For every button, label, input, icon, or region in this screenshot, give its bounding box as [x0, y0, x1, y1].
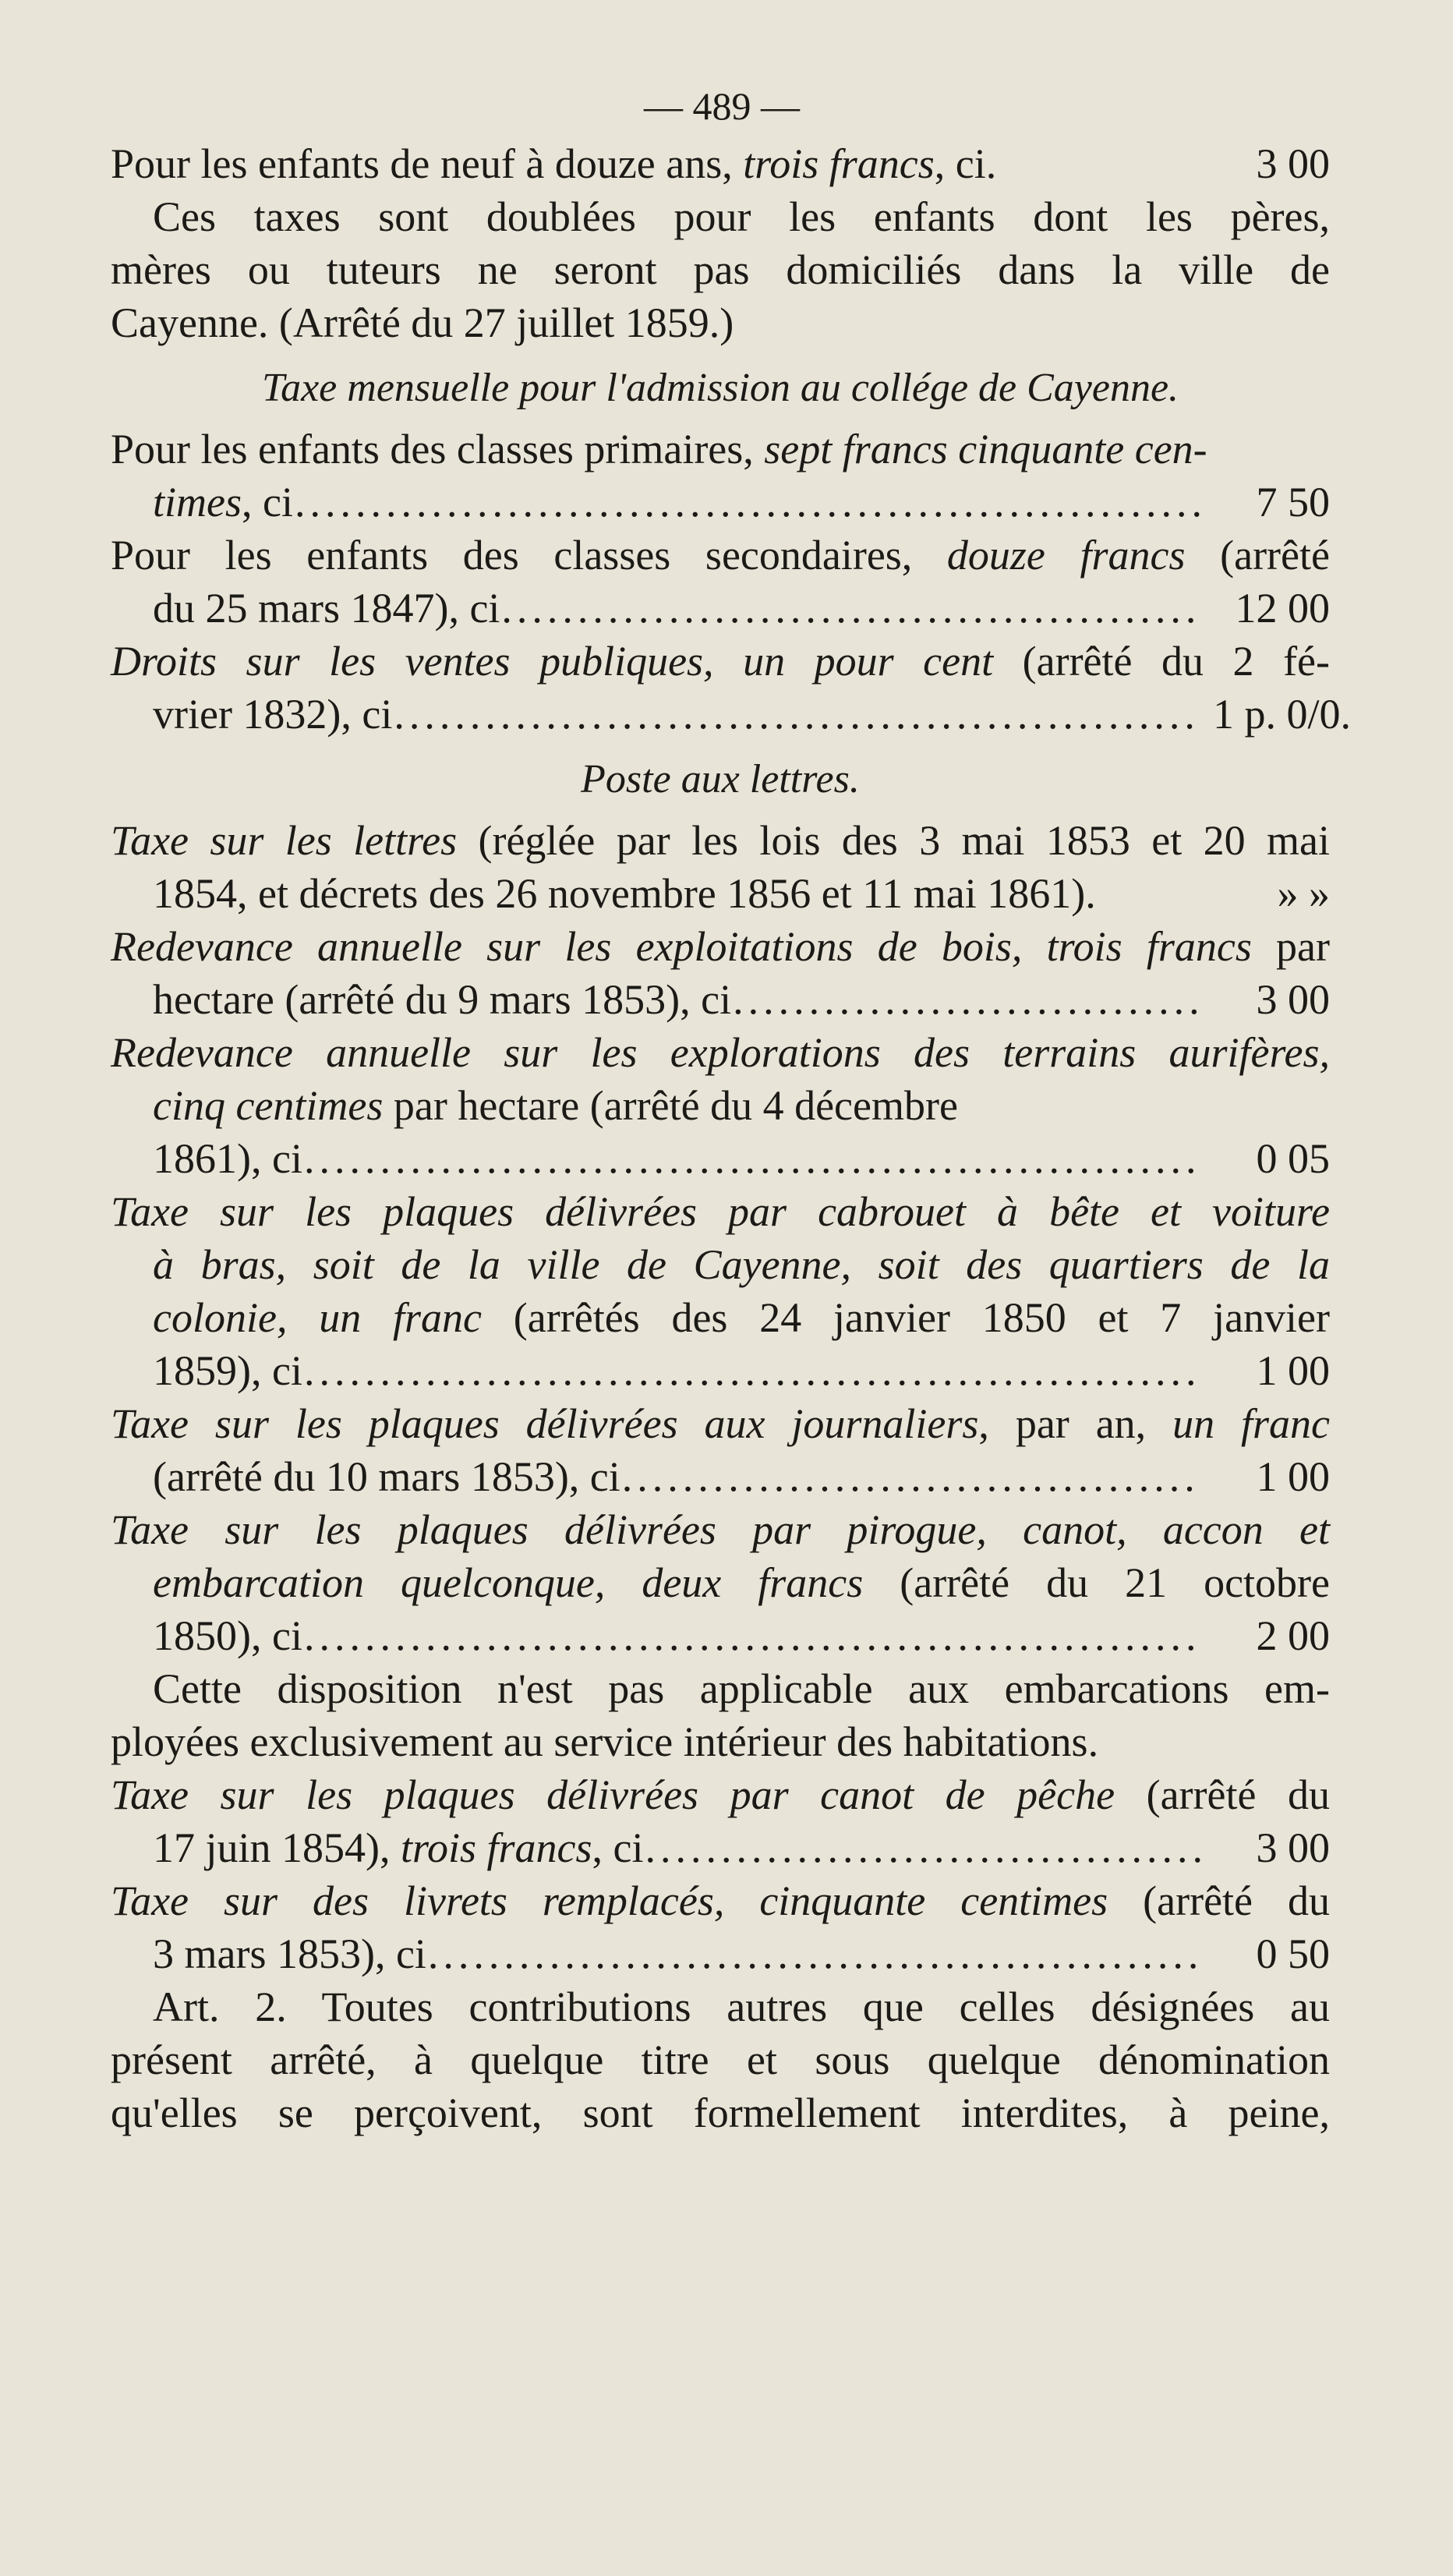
entry-text: vrier 1832), ci: [153, 691, 393, 738]
dot-leader: [295, 476, 1202, 529]
tariff-entry-primaires: [111, 423, 1330, 529]
dot-leader: [428, 1927, 1202, 1980]
tariff-entry-lettres: [111, 814, 1330, 920]
entry-amount: 3 00: [1256, 1824, 1330, 1871]
dot-leader: [645, 1821, 1202, 1874]
entry-text: 1859), ci: [153, 1347, 302, 1394]
dot-leader: [304, 1132, 1202, 1185]
page-number: — 489 —: [644, 84, 800, 128]
tariff-entry-plaques-journaliers: [111, 1397, 1330, 1503]
article-line: présent arrêté, à quelque titre et sous quelque dénomination: [111, 2036, 1330, 2083]
entry-title: colonie, un franc: [153, 1294, 483, 1341]
tariff-entry-neuf-douze: [111, 137, 1330, 190]
entry-text: hectare (arrêté du 9 mars 1853), ci: [153, 976, 732, 1023]
tariff-entry-terrains-auriferes: [111, 1026, 1330, 1185]
entry-title: à bras, soit de la ville de Cayenne, soit des quartiers de la: [153, 1241, 1330, 1288]
paragraph-line: mères ou tuteurs ne seront pas domiciliés dans la ville de: [111, 246, 1330, 293]
entry-text: par: [1251, 923, 1331, 970]
entry-title: Taxe sur les lettres: [111, 817, 458, 864]
entry-title: Taxe sur les plaques délivrées par cabrouet à bête et voiture: [111, 1188, 1330, 1235]
entry-text: , ci: [242, 479, 293, 525]
entry-amount: 3 00: [1256, 140, 1330, 187]
entry-amount: 7 50: [1256, 479, 1330, 525]
entry-text: Pour les enfants des classes primaires,: [111, 426, 765, 472]
entry-text: du 25 mars 1847), ci: [153, 585, 500, 632]
entry-amount: » »: [1277, 870, 1330, 917]
dot-leader: [622, 1450, 1202, 1503]
entry-price-words: cinq centimes: [153, 1082, 384, 1129]
entry-text: Pour les enfants de neuf à douze ans,: [111, 140, 744, 187]
entry-amount: 12 00: [1235, 585, 1330, 632]
dot-leader: [501, 582, 1202, 635]
paragraph-line: Cayenne. (Arrêté du 27 juillet 1859.): [111, 299, 734, 346]
entry-text: (arrêté du 2 fé-: [993, 638, 1331, 685]
entry-text: (arrêté du 21 octobre: [863, 1559, 1330, 1606]
entry-text: 17 juin 1854),: [153, 1824, 401, 1871]
section-heading-poste: Poste aux lettres.: [581, 757, 860, 801]
entry-amount: 0 05: [1256, 1135, 1330, 1182]
tariff-entry-livrets: [111, 1874, 1330, 1980]
entry-text: (arrêté du 10 mars 1853), ci: [153, 1453, 620, 1500]
entry-title: Redevance annuelle sur les explorations des terrains aurifères,: [111, 1029, 1330, 1076]
entry-title: Taxe sur les plaques délivrées par canot de pêche: [111, 1771, 1115, 1818]
entry-amount: 1 p. 0/0.: [1213, 691, 1352, 738]
entry-text: , par an,: [978, 1400, 1173, 1447]
entry-text: 1850), ci: [153, 1612, 302, 1659]
entry-price-words: trois francs: [401, 1824, 592, 1871]
paragraph-line: Ces taxes sont doublées pour les enfants dont les pères,: [153, 193, 1330, 240]
dot-leader: [304, 1344, 1202, 1397]
entry-amount: 1 00: [1256, 1453, 1330, 1500]
entry-amount: 0 50: [1256, 1930, 1330, 1977]
entry-text: Pour les enfants des classes secondaires,: [111, 532, 947, 579]
section-heading-college: Taxe mensuelle pour l'admission au collége de Cayenne.: [261, 366, 1179, 410]
tariff-entry-exploitations-bois: [111, 920, 1330, 1026]
tariff-entry-canot-peche: [111, 1768, 1330, 1874]
tariff-entry-plaques-cabrouet: [111, 1185, 1330, 1397]
entry-text: 1854, et décrets des 26 novembre 1856 et 11 mai 1861).: [153, 870, 1096, 917]
entry-text: , ci.: [934, 140, 997, 187]
article-line: Art. 2. Toutes contributions autres que celles désignées au: [153, 1983, 1330, 2030]
entry-amount: 1 00: [1256, 1347, 1330, 1394]
dot-leader: [304, 1609, 1202, 1662]
entry-title: Droits sur les ventes publiques, un pour cent: [111, 638, 994, 685]
entry-text: (arrêté: [1185, 532, 1330, 579]
entry-title: Taxe sur les plaques délivrées aux journaliers: [111, 1400, 979, 1447]
entry-price-words: un franc: [1172, 1400, 1330, 1447]
entry-amount: 3 00: [1256, 976, 1330, 1023]
entry-text: (arrêtés des 24 janvier 1850 et 7 janvier: [482, 1294, 1330, 1341]
entry-text: (arrêté du: [1115, 1771, 1330, 1818]
dot-leader: [733, 973, 1202, 1026]
entry-title: Taxe sur les plaques délivrées par pirogue, canot, accon et: [111, 1506, 1330, 1553]
paragraph-line: Cette disposition n'est pas applicable aux embarcations em-: [153, 1665, 1330, 1712]
entry-text: 3 mars 1853), ci: [153, 1930, 426, 1977]
tariff-entry-secondaires: [111, 529, 1330, 635]
entry-price-words: douze francs: [946, 532, 1186, 579]
paragraph-line: ployées exclusivement au service intérieur des habitations.: [111, 1718, 1099, 1765]
entry-text: (arrêté du: [1108, 1877, 1330, 1924]
entry-title: Taxe sur des livrets remplacés, cinquante centimes: [111, 1877, 1108, 1924]
entry-text: (réglée par les lois des 3 mai 1853 et 20 mai: [457, 817, 1330, 864]
entry-price-words: sept francs cinquante cen-: [764, 426, 1207, 472]
entry-title: embarcation quelconque, deux francs: [153, 1559, 864, 1606]
entry-title: Redevance annuelle sur les exploitations de bois, trois francs: [111, 923, 1252, 970]
entry-text: par hectare (arrêté du 4 décembre: [383, 1082, 958, 1129]
dot-leader: [394, 688, 1202, 741]
tariff-entry-ventes-publiques: [111, 635, 1352, 741]
entry-text: , ci: [592, 1824, 644, 1871]
article-line: qu'elles se perçoivent, sont formellement interdites, à peine,: [111, 2089, 1330, 2136]
entry-amount: 2 00: [1256, 1612, 1330, 1659]
tariff-entry-plaques-pirogue: [111, 1503, 1330, 1662]
entry-price-words: trois francs: [743, 140, 935, 187]
entry-price-words: times: [153, 479, 242, 525]
entry-text: 1861), ci: [153, 1135, 302, 1182]
